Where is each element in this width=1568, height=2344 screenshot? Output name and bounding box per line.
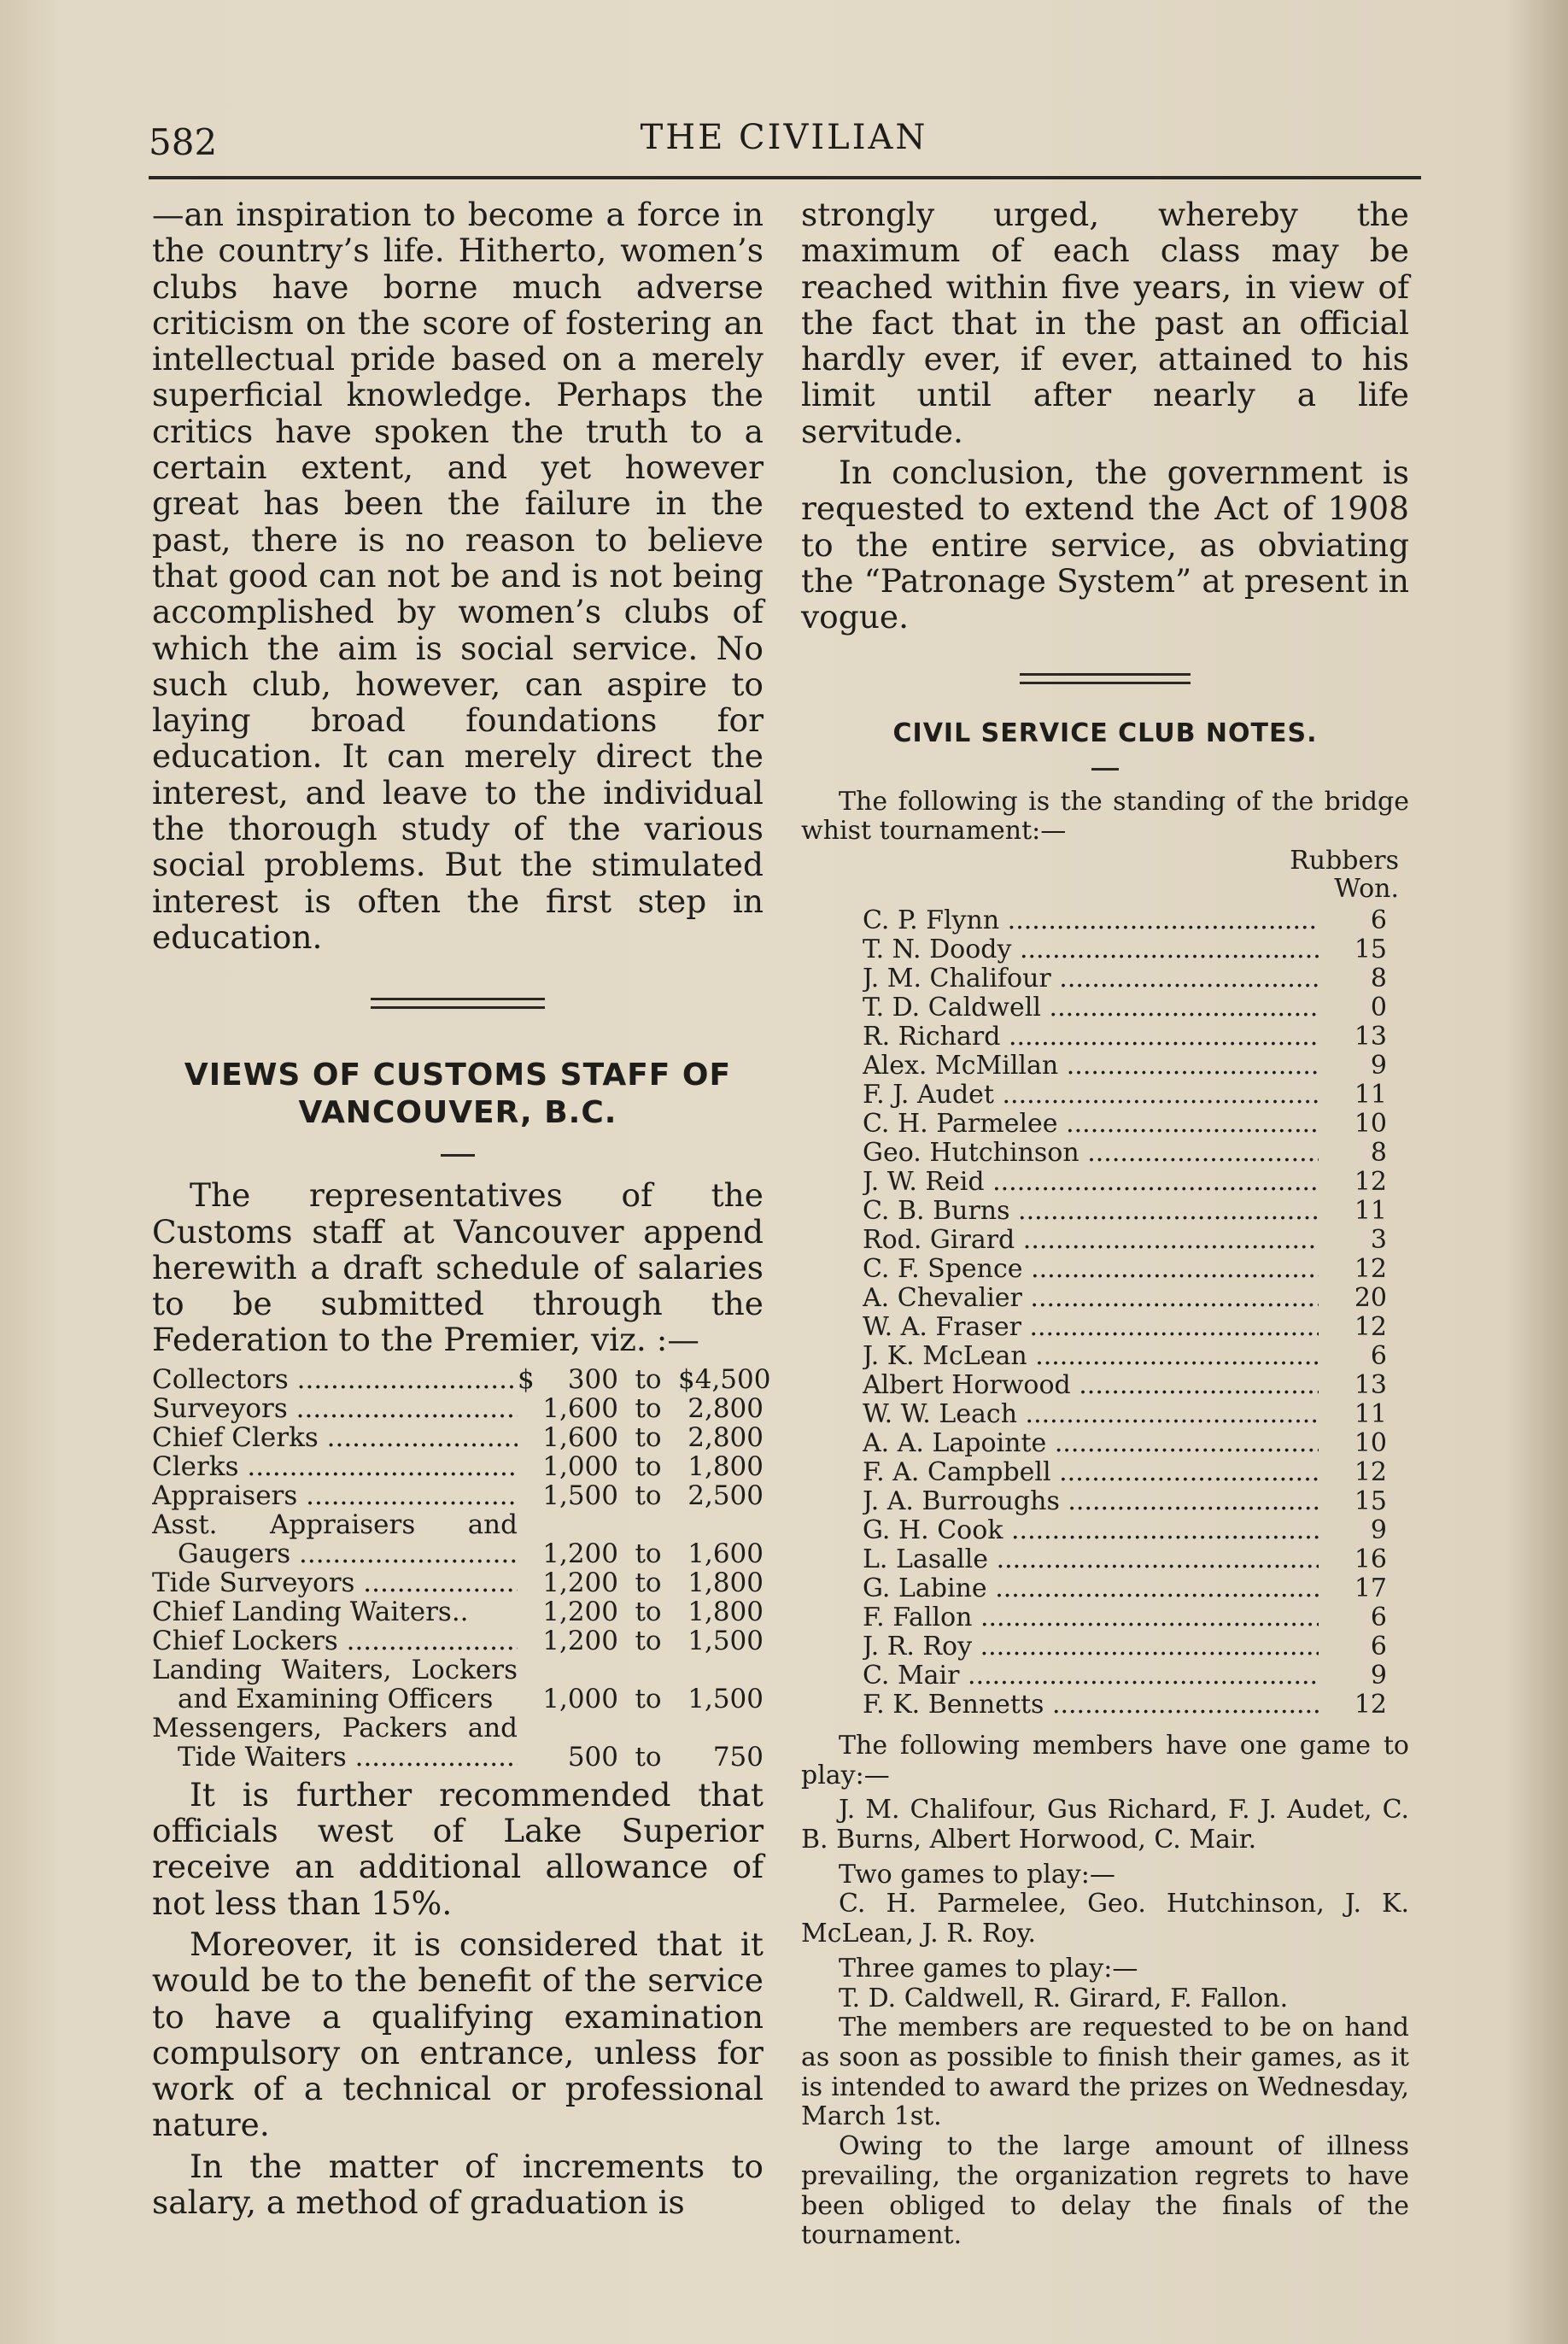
salary-maximum: $4,500: [678, 1363, 771, 1395]
standings-table: [801, 906, 1409, 1720]
player-name: L. Lasalle .....: [863, 1545, 1319, 1574]
rubbers-won: 11: [1354, 1398, 1387, 1429]
salary-class: Tide Waiters .....: [152, 1743, 518, 1772]
rubbers-won: 12: [1354, 1166, 1387, 1197]
rubbers-won: 0: [1370, 992, 1387, 1023]
rubbers-won: 11: [1354, 1079, 1387, 1110]
salary-class: Appraisers .....: [152, 1481, 518, 1510]
rubbers-header-line: Won.: [1334, 873, 1399, 904]
article-paragraph: In the matter of increments to salary, a method of graduation is: [152, 2147, 764, 2221]
rubbers-won: 12: [1354, 1456, 1387, 1487]
player-name: J. M. Chalifour .....: [863, 964, 1319, 993]
salary-to: to: [635, 1538, 662, 1569]
salary-minimum: 1,200: [542, 1538, 618, 1569]
standing-row: [801, 1168, 1409, 1197]
rubbers-won: 13: [1354, 1369, 1387, 1400]
player-name: W. A. Fraser .....: [863, 1313, 1319, 1342]
rubbers-won: 6: [1370, 905, 1387, 935]
player-name: C. Mair .....: [863, 1661, 1319, 1691]
salary-minimum: 1,600: [542, 1392, 618, 1424]
salary-class: Chief Lockers .....: [152, 1626, 518, 1655]
salary-row: [152, 1655, 764, 1685]
page-number: 582: [149, 121, 218, 163]
salary-row: [152, 1423, 764, 1452]
article-paragraph: strongly urged, whereby the maximum of each class may be reached within five years, in view of the fact that in the past an official hardly ever, if ever, attained to his limit until after nearly a life servitude.: [801, 196, 1409, 450]
player-name: C. H. Parmelee .....: [863, 1110, 1319, 1139]
player-name: R. Richard .....: [863, 1023, 1319, 1052]
standing-row: [801, 935, 1409, 964]
salary-row: [152, 1743, 764, 1772]
section-divider: [371, 998, 545, 1009]
salary-maximum: 750: [712, 1741, 764, 1773]
standing-row: [801, 1429, 1409, 1458]
notes-paragraph: T. D. Caldwell, R. Girard, F. Fallon.: [839, 1983, 1289, 2013]
salary-row: [152, 1597, 764, 1626]
standing-row: [801, 1255, 1409, 1284]
rubbers-won: 20: [1354, 1282, 1387, 1313]
salary-to: to: [635, 1392, 662, 1424]
player-name: J. A. Burroughs .....: [863, 1487, 1319, 1516]
salary-maximum: 1,600: [687, 1538, 764, 1569]
intro-paragraph: The following is the standing of the bridge whist tournament:—: [801, 786, 1409, 847]
player-name: F. K. Bennetts .....: [863, 1691, 1319, 1720]
player-name: C. F. Spence .....: [863, 1255, 1319, 1284]
player-name: T. D. Caldwell .....: [863, 993, 1319, 1023]
salary-class: Surveyors .....: [152, 1394, 518, 1423]
salary-currency: $: [518, 1363, 535, 1395]
rubbers-won: 11: [1354, 1195, 1387, 1226]
rubbers-won: 12: [1354, 1253, 1387, 1284]
standing-row: [801, 1342, 1409, 1371]
salary-row: [152, 1452, 764, 1481]
header-rule: [149, 176, 1421, 179]
salary-minimum: 1,000: [542, 1683, 618, 1714]
left-column: [152, 196, 771, 2221]
salary-class: and Examining Officers: [178, 1684, 494, 1714]
standing-row: [801, 1371, 1409, 1400]
standing-row: [801, 1081, 1409, 1110]
rubbers-won: 10: [1354, 1108, 1387, 1139]
standing-row: [801, 906, 1409, 935]
salary-schedule: [152, 1363, 771, 1773]
rubbers-won: 9: [1370, 1050, 1387, 1081]
rubbers-won: 13: [1354, 1021, 1387, 1052]
standing-row: [801, 1284, 1409, 1313]
standing-row: [801, 1197, 1409, 1226]
standing-row: [801, 1226, 1409, 1255]
standing-row: [801, 1691, 1409, 1720]
rubbers-won: 16: [1354, 1544, 1387, 1574]
section-heading: [152, 1057, 764, 1132]
salary-maximum: 1,500: [687, 1683, 764, 1714]
salary-row: [152, 1363, 771, 1395]
standing-row: [801, 964, 1409, 993]
standing-row: [801, 1313, 1409, 1342]
salary-row: [152, 1568, 764, 1597]
player-name: Alex. McMillan .....: [863, 1052, 1319, 1081]
standing-row: [801, 1110, 1409, 1139]
rubbers-won: 9: [1370, 1660, 1387, 1691]
article-paragraph: It is further recommended that officials west of Lake Superior receive an additional allowance of not less than 15%.: [152, 1775, 764, 1922]
player-name: T. N. Doody .....: [863, 935, 1319, 964]
salary-class: Chief Clerks .....: [152, 1423, 518, 1452]
standing-row: [801, 1661, 1409, 1691]
standing-row: [801, 1052, 1409, 1081]
player-name: C. P. Flynn .....: [863, 906, 1319, 935]
standing-row: [801, 1545, 1409, 1574]
salary-to: to: [635, 1625, 662, 1656]
salary-maximum: 2,800: [687, 1392, 764, 1424]
salary-to: to: [635, 1480, 662, 1511]
salary-row: [152, 1481, 764, 1510]
notes-paragraph: Two games to play:—: [839, 1859, 1115, 1890]
player-name: Geo. Hutchinson .....: [863, 1139, 1319, 1168]
salary-class: Tide Surveyors .....: [152, 1568, 518, 1597]
salary-class: Clerks .....: [152, 1452, 518, 1481]
salary-class: Landing Waiters, Lockers: [152, 1655, 518, 1685]
salary-class: Gaugers .....: [152, 1539, 518, 1568]
heading-line: VANCOUVER, B.C.: [298, 1095, 617, 1131]
salary-maximum: 2,500: [687, 1480, 764, 1511]
rubbers-won: 6: [1370, 1602, 1387, 1632]
notes-paragraph: Three games to play:—: [839, 1953, 1138, 1984]
rubbers-won: 6: [1370, 1631, 1387, 1661]
player-name: J. W. Reid .....: [863, 1168, 1319, 1197]
player-name: W. W. Leach .....: [863, 1400, 1319, 1429]
standing-row: [801, 1458, 1409, 1487]
salary-row: [152, 1714, 764, 1743]
section-heading: CIVIL SERVICE CLUB NOTES.: [892, 718, 1318, 748]
rubbers-won: 8: [1370, 963, 1387, 993]
salary-minimum: 1,200: [542, 1596, 618, 1627]
player-name: G. H. Cook .....: [863, 1516, 1319, 1545]
rubbers-won: 15: [1354, 1486, 1387, 1516]
notes-paragraph: The members are requested to be on hand as soon as possible to finish their games, as it is intended to award the prizes on Wednesday, March 1st.: [801, 2013, 1409, 2132]
salary-maximum: 1,500: [687, 1625, 764, 1656]
player-name: A. A. Lapointe .....: [863, 1429, 1319, 1458]
salary-to: to: [635, 1683, 662, 1714]
salary-to: to: [635, 1741, 662, 1773]
player-name: F. Fallon .....: [863, 1603, 1319, 1632]
standing-row: [801, 1400, 1409, 1429]
standing-row: [801, 1487, 1409, 1516]
article-paragraph: —an inspiration to become a force in the country’s life. Hitherto, women’s clubs have borne much adverse criticism on the score of fostering an intellectual pride based on a merely superficial knowledge. Perhaps the critics have spoken the truth to a certain extent, and yet however great has been the failure in the past, there is no reason to believe that good can not be and is not being accomplished by women’s clubs of which the aim is social service. No such club, however, can aspire to laying broad foundations for education. It can merely direct the interest, and leave to the individual the thorough study of the various social problems. But the stimulated interest is often the first step in education.: [152, 196, 764, 956]
notes-paragraph: Owing to the large amount of illness prevailing, the organization regrets to have been obliged to delay the finals of the tournament.: [801, 2131, 1409, 2251]
page-title: THE CIVILIAN: [640, 118, 928, 157]
salary-to: to: [635, 1421, 662, 1453]
salary-maximum: 1,800: [687, 1567, 764, 1598]
standing-row: [801, 1603, 1409, 1632]
salary-minimum: 1,000: [542, 1450, 618, 1482]
article-paragraph: The representatives of the Customs staff at Vancouver append herewith a draft schedule of salaries to be submitted through the Federation to the Premier, viz. :—: [152, 1176, 764, 1359]
notes-paragraph: C. H. Parmelee, Geo. Hutchinson, J. K. McLean, J. R. Roy.: [801, 1889, 1409, 1949]
standing-row: [801, 1632, 1409, 1661]
salary-row: [152, 1539, 764, 1568]
article-paragraph: In conclusion, the government is requested to extend the Act of 1908 to the entire service, as obviating the “Patronage System” at present in vogue.: [801, 454, 1409, 636]
salary-class: Messengers, Packers and: [152, 1713, 518, 1743]
rubbers-header: [801, 847, 1409, 903]
standing-row: [801, 1023, 1409, 1052]
notes-paragraph: J. M. Chalifour, Gus Richard, F. J. Audet, C. B. Burns, Albert Horwood, C. Mair.: [801, 1795, 1409, 1855]
player-name: Rod. Girard .....: [863, 1226, 1319, 1255]
standing-row: [801, 1574, 1409, 1603]
salary-to: to: [635, 1596, 662, 1627]
salary-to: to: [635, 1363, 662, 1395]
rubbers-header-line: Rubbers: [1290, 845, 1399, 876]
rubbers-won: 6: [1370, 1340, 1387, 1371]
heading-line: VIEWS OF CUSTOMS STAFF OF: [184, 1058, 732, 1093]
standing-row: [801, 1516, 1409, 1545]
article-paragraph: Moreover, it is considered that it would be to the benefit of the service to have a qualifying examination compulsory on entrance, unless for work of a technical or professional nature.: [152, 1925, 764, 2144]
standing-row: [801, 1139, 1409, 1168]
salary-to: to: [635, 1567, 662, 1598]
salary-row: [152, 1626, 764, 1655]
salary-class: Collectors .....: [152, 1365, 518, 1394]
salary-minimum: 1,200: [542, 1625, 618, 1656]
rubbers-won: 17: [1354, 1573, 1387, 1603]
salary-minimum: 300: [567, 1363, 618, 1395]
salary-row: [152, 1510, 764, 1539]
player-name: C. B. Burns .....: [863, 1197, 1319, 1226]
salary-maximum: 1,800: [687, 1450, 764, 1482]
standing-row: [801, 993, 1409, 1023]
rubbers-won: 15: [1354, 934, 1387, 964]
rubbers-won: 10: [1354, 1427, 1387, 1458]
notes-paragraph: The following members have one game to play:—: [801, 1730, 1409, 1790]
player-name: G. Labine .....: [863, 1574, 1319, 1603]
rubbers-won: 12: [1354, 1311, 1387, 1342]
salary-minimum: 1,600: [542, 1421, 618, 1453]
salary-minimum: 1,500: [542, 1480, 618, 1511]
rubbers-won: 12: [1354, 1689, 1387, 1720]
salary-row: [152, 1685, 764, 1714]
rubbers-won: 9: [1370, 1515, 1387, 1545]
salary-minimum: 1,200: [542, 1567, 618, 1598]
player-name: F. A. Campbell .....: [863, 1458, 1319, 1487]
salary-class: Chief Landing Waiters..: [152, 1597, 469, 1626]
salary-maximum: 2,800: [687, 1421, 764, 1453]
salary-row: [152, 1394, 764, 1423]
player-name: J. K. McLean .....: [863, 1342, 1319, 1371]
salary-minimum: 500: [567, 1741, 618, 1773]
rubbers-won: 8: [1370, 1137, 1387, 1168]
section-divider: [1020, 673, 1191, 684]
rubbers-won: 3: [1370, 1224, 1387, 1255]
salary-class: Asst. Appraisers and: [152, 1509, 518, 1539]
salary-to: to: [635, 1450, 662, 1482]
right-column: [801, 196, 1409, 2251]
salary-maximum: 1,800: [687, 1596, 764, 1627]
player-name: A. Chevalier .....: [863, 1284, 1319, 1313]
player-name: J. R. Roy .....: [863, 1632, 1319, 1661]
player-name: Albert Horwood .....: [863, 1371, 1319, 1400]
player-name: F. J. Audet .....: [863, 1081, 1319, 1110]
